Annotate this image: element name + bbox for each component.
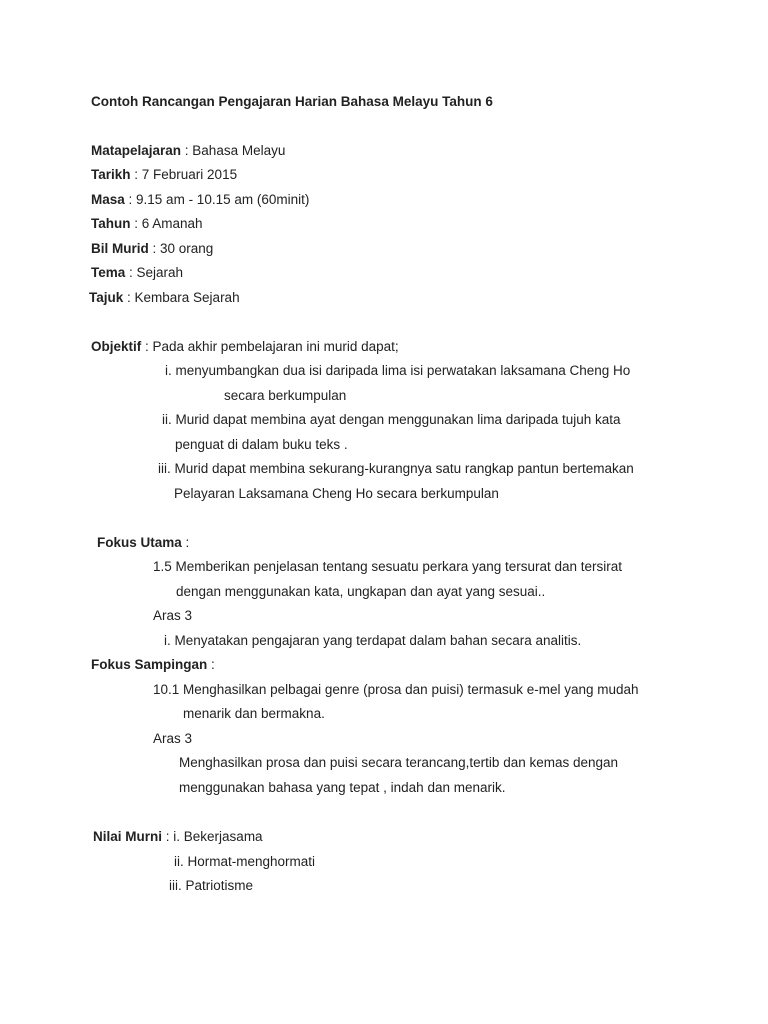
info-label: Tajuk xyxy=(89,290,124,305)
fokus-utama-sep: : xyxy=(181,535,190,550)
info-label: Masa xyxy=(91,192,125,207)
fokus-utama-label: Fokus Utama xyxy=(97,535,182,550)
objektif-heading xyxy=(91,339,399,355)
objektif-item-2-line2: penguat di dalam buku teks . xyxy=(175,437,348,452)
objektif-item-3-line2: Pelayaran Laksamana Cheng Ho secara berkumpulan xyxy=(174,486,499,501)
info-row-masa xyxy=(91,192,309,208)
nilai-murni-item-3: iii. Patriotisme xyxy=(169,878,254,893)
info-row-tajuk xyxy=(89,290,240,306)
fokus-sampingan-sep: : xyxy=(207,657,215,672)
info-value: : 7 Februari 2015 xyxy=(130,167,238,182)
info-value: : 9.15 am - 10.15 am (60minit) xyxy=(124,192,310,207)
objektif-intro: : Pada akhir pembelajaran ini murid dapat; xyxy=(141,339,399,354)
fokus-sampingan-line1: 10.1 Menghasilkan pelbagai genre (prosa dan puisi) termasuk e-mel yang mudah xyxy=(153,682,639,697)
fokus-sampingan-aras: Aras 3 xyxy=(153,731,193,746)
nilai-murni-heading xyxy=(93,829,263,845)
info-value: : Kembara Sejarah xyxy=(123,290,240,305)
info-value: : 6 Amanah xyxy=(130,216,203,231)
info-row-matapelajaran xyxy=(91,143,285,159)
info-label: Matapelajaran xyxy=(91,143,182,158)
fokus-utama-line2: dengan menggunakan kata, ungkapan dan ayat yang sesuai.. xyxy=(176,584,546,599)
fokus-utama-heading xyxy=(97,535,189,551)
fokus-utama-line1: 1.5 Memberikan penjelasan tentang sesuatu perkara yang tersurat dan tersirat xyxy=(153,559,623,574)
nilai-murni-label: Nilai Murni xyxy=(93,829,163,844)
info-row-tarikh xyxy=(91,167,237,183)
info-row-tema xyxy=(91,265,183,281)
fokus-sampingan-line2: menarik dan bermakna. xyxy=(183,706,325,721)
objektif-item-3-line1: iii. Murid dapat membina sekurang-kurangnya satu rangkap pantun bertemakan xyxy=(158,461,634,476)
nilai-murni-item-2: ii. Hormat-menghormati xyxy=(174,854,316,869)
info-label: Tema xyxy=(91,265,126,280)
info-label: Tarikh xyxy=(91,167,131,182)
fokus-sampingan-aras-line1: Menghasilkan prosa dan puisi secara terancang,tertib dan kemas dengan xyxy=(179,755,619,770)
objektif-item-1-line1: i. menyumbangkan dua isi daripada lima isi perwatakan laksamana Cheng Ho xyxy=(165,363,631,378)
nilai-murni-item-1: i. Bekerjasama xyxy=(173,829,263,844)
fokus-utama-aras: Aras 3 xyxy=(153,608,193,623)
fokus-sampingan-heading xyxy=(91,657,215,673)
info-label: Bil Murid xyxy=(91,241,149,256)
fokus-utama-aras-item: i. Menyatakan pengajaran yang terdapat dalam bahan secara analitis. xyxy=(164,633,582,648)
info-row-bil-murid xyxy=(91,241,213,257)
document-title: Contoh Rancangan Pengajaran Harian Bahasa Melayu Tahun 6 xyxy=(91,94,493,109)
info-row-tahun xyxy=(91,216,203,232)
nilai-murni-sep: : xyxy=(162,829,174,844)
info-value: : Bahasa Melayu xyxy=(181,143,286,158)
objektif-item-1-line2: secara berkumpulan xyxy=(224,388,347,403)
fokus-sampingan-aras-line2: menggunakan bahasa yang tepat , indah dan menarik. xyxy=(179,780,506,795)
info-value: : Sejarah xyxy=(125,265,184,280)
objektif-item-2-line1: ii. Murid dapat membina ayat dengan menggunakan lima daripada tujuh kata xyxy=(162,412,621,427)
info-value: : 30 orang xyxy=(148,241,214,256)
fokus-sampingan-label: Fokus Sampingan xyxy=(91,657,208,672)
info-label: Tahun xyxy=(91,216,131,231)
objektif-label: Objektif xyxy=(91,339,142,354)
